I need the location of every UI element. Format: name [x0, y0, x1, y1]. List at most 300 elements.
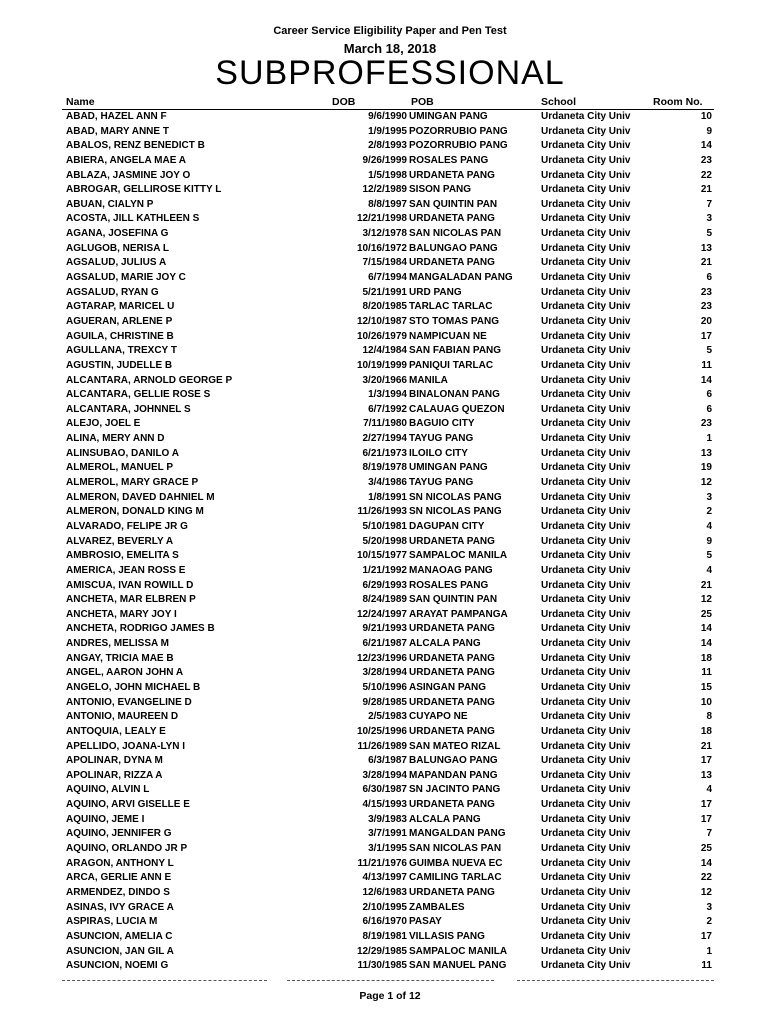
- table-row: [62, 535, 714, 550]
- cell-pob: SAN QUINTIN PAN: [409, 594, 498, 606]
- table-row: [62, 754, 714, 769]
- cell-school: Urdaneta City Univ: [541, 359, 631, 371]
- cell-pob: STO TOMAS PANG: [409, 315, 500, 327]
- page-number: Page 1 of 12: [359, 990, 421, 1002]
- cell-pob: CUYAPO NE: [409, 711, 468, 723]
- table-row: [62, 593, 714, 608]
- cell-pob: TAYUG PANG: [409, 477, 474, 489]
- cell-school: Urdaneta City Univ: [541, 681, 631, 693]
- cell-room: 17: [700, 330, 712, 342]
- cell-pob: SISON PANG: [409, 184, 472, 196]
- cell-room: 6: [706, 403, 712, 415]
- cell-pob: URDANETA PANG: [409, 535, 495, 547]
- cell-room: 14: [700, 374, 712, 386]
- cell-pob: CAMILING TARLAC: [409, 872, 502, 884]
- cell-name: ANCHETA, RODRIGO JAMES B: [66, 623, 215, 635]
- cell-name: ALCANTARA, GELLIE ROSE S: [66, 389, 211, 401]
- cell-dob: 6/3/1987: [368, 755, 407, 767]
- cell-room: 4: [706, 564, 712, 576]
- table-row: [62, 549, 714, 564]
- cell-name: ASINAS, IVY GRACE A: [66, 901, 174, 913]
- cell-pob: SAN QUINTIN PAN: [409, 198, 498, 210]
- table-row: [62, 740, 714, 755]
- cell-room: 2: [706, 506, 712, 518]
- cell-pob: URDANETA PANG: [409, 799, 495, 811]
- cell-pob: UMINGAN PANG: [409, 462, 488, 474]
- column-header-school: School: [541, 96, 577, 108]
- page-title: SUBPROFESSIONAL: [215, 54, 565, 92]
- cell-school: Urdaneta City Univ: [541, 418, 631, 430]
- cell-school: Urdaneta City Univ: [541, 886, 631, 898]
- cell-school: Urdaneta City Univ: [541, 755, 631, 767]
- cell-room: 14: [700, 140, 712, 152]
- cell-dob: 10/26/1979: [356, 330, 407, 342]
- cell-dob: 11/30/1985: [357, 960, 407, 972]
- cell-dob: 11/26/1989: [357, 740, 407, 752]
- cell-dob: 1/8/1991: [368, 491, 407, 503]
- cell-pob: MANGALDAN PANG: [409, 828, 506, 840]
- table-row: [62, 783, 714, 798]
- cell-room: 12: [700, 886, 712, 898]
- cell-dob: 12/6/1983: [362, 886, 407, 898]
- table-row: [62, 901, 714, 916]
- cell-name: ALCANTARA, ARNOLD GEORGE P: [66, 374, 233, 386]
- cell-school: Urdaneta City Univ: [541, 535, 631, 547]
- cell-pob: PASAY: [409, 916, 442, 928]
- cell-dob: 2/5/1983: [368, 711, 407, 723]
- cell-room: 5: [706, 550, 712, 562]
- table-row: [62, 359, 714, 374]
- cell-dob: 12/23/1996: [356, 652, 407, 664]
- cell-school: Urdaneta City Univ: [541, 608, 631, 620]
- cell-name: AQUINO, ALVIN L: [66, 784, 150, 796]
- cell-pob: URDANETA PANG: [409, 667, 495, 679]
- cell-pob: UMINGAN PANG: [409, 111, 488, 122]
- cell-name: APELLIDO, JOANA-LYN I: [66, 740, 186, 752]
- cell-name: AGSALUD, MARIE JOY C: [66, 272, 186, 284]
- cell-school: Urdaneta City Univ: [541, 857, 631, 869]
- cell-dob: 9/26/1999: [362, 154, 407, 166]
- cell-school: Urdaneta City Univ: [541, 374, 631, 386]
- cell-dob: 11/21/1976: [357, 857, 407, 869]
- cell-pob: ILOILO CITY: [409, 447, 468, 459]
- cell-pob: SAN FABIAN PANG: [409, 345, 502, 357]
- cell-name: AQUINO, JENNIFER G: [66, 828, 172, 840]
- cell-school: Urdaneta City Univ: [541, 111, 631, 122]
- cell-pob: URDANETA PANG: [409, 623, 495, 635]
- column-header-dob: DOB: [332, 96, 356, 108]
- table-row: [62, 139, 714, 154]
- cell-name: ANCHETA, MAR ELBREN P: [66, 594, 196, 606]
- cell-name: AGTARAP, MARICEL U: [66, 301, 175, 313]
- cell-dob: 3/28/1994: [362, 667, 407, 679]
- cell-room: 14: [700, 623, 712, 635]
- cell-name: ABAD, HAZEL ANN F: [66, 111, 167, 122]
- cell-name: AQUINO, ORLANDO JR P: [66, 843, 188, 855]
- cell-school: Urdaneta City Univ: [541, 638, 631, 650]
- footer-divider: [62, 980, 267, 981]
- cell-school: Urdaneta City Univ: [541, 960, 631, 972]
- cell-dob: 1/9/1995: [368, 125, 407, 137]
- cell-pob: TARLAC TARLAC: [409, 301, 493, 313]
- cell-name: ALINA, MERY ANN D: [66, 433, 165, 445]
- cell-pob: BALUNGAO PANG: [409, 755, 498, 767]
- cell-school: Urdaneta City Univ: [541, 740, 631, 752]
- cell-pob: SAN NICOLAS PAN: [409, 228, 502, 240]
- cell-name: ACOSTA, JILL KATHLEEN S: [66, 213, 200, 225]
- cell-room: 3: [706, 491, 712, 503]
- cell-dob: 6/7/1992: [368, 403, 407, 415]
- cell-room: 6: [706, 389, 712, 401]
- table-row: [62, 622, 714, 637]
- table-row: [62, 769, 714, 784]
- cell-name: AGSALUD, RYAN G: [66, 286, 159, 298]
- cell-dob: 1/5/1998: [368, 169, 407, 181]
- cell-dob: 9/21/1993: [362, 623, 407, 635]
- cell-school: Urdaneta City Univ: [541, 901, 631, 913]
- cell-dob: 3/7/1991: [368, 828, 407, 840]
- cell-school: Urdaneta City Univ: [541, 403, 631, 415]
- cell-dob: 8/19/1981: [362, 930, 407, 942]
- cell-name: ALVAREZ, BEVERLY A: [66, 535, 174, 547]
- cell-room: 23: [700, 286, 712, 298]
- cell-room: 8: [706, 711, 712, 723]
- table-row: [62, 242, 714, 257]
- cell-dob: 12/2/1989: [362, 184, 407, 196]
- cell-pob: URDANETA PANG: [409, 652, 495, 664]
- cell-pob: URDANETA PANG: [409, 725, 495, 737]
- cell-school: Urdaneta City Univ: [541, 828, 631, 840]
- table-row: [62, 212, 714, 227]
- cell-name: AMBROSIO, EMELITA S: [66, 550, 179, 562]
- cell-pob: NAMPICUAN NE: [409, 330, 487, 342]
- cell-dob: 6/21/1973: [362, 447, 407, 459]
- cell-pob: TAYUG PANG: [409, 433, 474, 445]
- table-row: [62, 827, 714, 842]
- cell-room: 3: [706, 213, 712, 225]
- cell-school: Urdaneta City Univ: [541, 257, 631, 269]
- cell-school: Urdaneta City Univ: [541, 491, 631, 503]
- table-row: [62, 857, 714, 872]
- table-row: [62, 256, 714, 271]
- cell-dob: 10/25/1996: [356, 725, 407, 737]
- cell-dob: 12/24/1997: [356, 608, 407, 620]
- cell-dob: 3/28/1994: [362, 769, 407, 781]
- cell-room: 17: [700, 799, 712, 811]
- cell-school: Urdaneta City Univ: [541, 272, 631, 284]
- cell-name: ABROGAR, GELLIROSE KITTY L: [66, 184, 222, 196]
- cell-school: Urdaneta City Univ: [541, 696, 631, 708]
- cell-dob: 10/19/1999: [356, 359, 407, 371]
- table-row: [62, 564, 714, 579]
- table-row: [62, 300, 714, 315]
- cell-room: 9: [706, 125, 712, 137]
- cell-room: 19: [700, 462, 712, 474]
- cell-dob: 3/12/1978: [362, 228, 407, 240]
- cell-dob: 1/3/1994: [368, 389, 407, 401]
- cell-dob: 8/24/1989: [362, 594, 407, 606]
- table-row: [62, 813, 714, 828]
- table-row: [62, 637, 714, 652]
- cell-pob: MAPANDAN PANG: [409, 769, 498, 781]
- cell-dob: 3/4/1986: [368, 477, 407, 489]
- table-row: [62, 491, 714, 506]
- table-row: [62, 403, 714, 418]
- cell-dob: 6/21/1987: [362, 638, 407, 650]
- cell-room: 22: [700, 169, 712, 181]
- cell-room: 12: [700, 477, 712, 489]
- cell-pob: ALCALA PANG: [409, 813, 481, 825]
- table-row: [62, 271, 714, 286]
- cell-room: 1: [706, 945, 712, 957]
- table-row: [62, 652, 714, 667]
- cell-name: AQUINO, ARVI GISELLE E: [66, 799, 190, 811]
- cell-school: Urdaneta City Univ: [541, 579, 631, 591]
- cell-name: ALMERON, DAVED DAHNIEL M: [66, 491, 215, 503]
- cell-pob: SAMPALOC MANILA: [409, 550, 508, 562]
- cell-name: ALMEROL, MANUEL P: [66, 462, 174, 474]
- cell-name: ABALOS, RENZ BENEDICT B: [66, 140, 205, 152]
- cell-school: Urdaneta City Univ: [541, 242, 631, 254]
- cell-school: Urdaneta City Univ: [541, 125, 631, 137]
- cell-school: Urdaneta City Univ: [541, 330, 631, 342]
- cell-room: 25: [700, 608, 712, 620]
- column-header-name: Name: [66, 96, 95, 108]
- cell-pob: GUIMBA NUEVA EC: [409, 857, 503, 869]
- footer-divider: [287, 980, 494, 981]
- cell-dob: 1/21/1992: [362, 564, 407, 576]
- cell-pob: BAGUIO CITY: [409, 418, 475, 430]
- cell-room: 13: [700, 769, 712, 781]
- table-row: [62, 725, 714, 740]
- table-row: [62, 330, 714, 345]
- cell-pob: SN JACINTO PANG: [409, 784, 501, 796]
- cell-pob: ROSALES PANG: [409, 154, 489, 166]
- table-row: [62, 696, 714, 711]
- cell-pob: MANGALADAN PANG: [409, 272, 513, 284]
- cell-dob: 6/16/1970: [362, 916, 407, 928]
- cell-pob: SAN MANUEL PANG: [409, 960, 507, 972]
- cell-school: Urdaneta City Univ: [541, 550, 631, 562]
- table-row: [62, 198, 714, 213]
- table-row: [62, 710, 714, 725]
- cell-room: 25: [700, 843, 712, 855]
- cell-school: Urdaneta City Univ: [541, 667, 631, 679]
- cell-school: Urdaneta City Univ: [541, 140, 631, 152]
- table-row: [62, 183, 714, 198]
- cell-room: 11: [701, 359, 712, 371]
- cell-name: ALMERON, DONALD KING M: [66, 506, 204, 518]
- cell-pob: CALAUAG QUEZON: [409, 403, 505, 415]
- cell-dob: 5/20/1998: [362, 535, 407, 547]
- cell-name: ANCHETA, MARY JOY I: [66, 608, 177, 620]
- table-row: [62, 930, 714, 945]
- cell-room: 14: [700, 857, 712, 869]
- table-row: [62, 432, 714, 447]
- cell-name: AGULLANA, TREXCY T: [66, 345, 177, 357]
- table-row: [62, 842, 714, 857]
- cell-name: ALINSUBAO, DANILO A: [66, 447, 179, 459]
- cell-school: Urdaneta City Univ: [541, 315, 631, 327]
- table-row: [62, 945, 714, 960]
- cell-school: Urdaneta City Univ: [541, 228, 631, 240]
- cell-pob: URDANETA PANG: [409, 886, 495, 898]
- table-row: [62, 871, 714, 886]
- cell-room: 7: [706, 828, 712, 840]
- cell-dob: 10/15/1977: [356, 550, 407, 562]
- cell-room: 7: [706, 198, 712, 210]
- cell-dob: 7/11/1980: [363, 418, 407, 430]
- cell-room: 18: [700, 652, 712, 664]
- cell-room: 14: [700, 638, 712, 650]
- cell-name: ANGAY, TRICIA MAE B: [66, 652, 174, 664]
- cell-pob: SAMPALOC MANILA: [409, 945, 508, 957]
- cell-name: ARMENDEZ, DINDO S: [66, 886, 170, 898]
- table-row: [62, 520, 714, 535]
- cell-name: ABAD, MARY ANNE T: [66, 125, 169, 137]
- cell-dob: 8/20/1985: [362, 301, 407, 313]
- cell-room: 23: [700, 301, 712, 313]
- cell-dob: 12/4/1984: [362, 345, 407, 357]
- cell-dob: 6/7/1994: [368, 272, 407, 284]
- cell-pob: MANILA: [409, 374, 448, 386]
- cell-dob: 2/27/1994: [362, 433, 407, 445]
- table-header: [62, 95, 714, 110]
- table-row: [62, 374, 714, 389]
- cell-room: 4: [706, 784, 712, 796]
- cell-school: Urdaneta City Univ: [541, 594, 631, 606]
- cell-dob: 3/1/1995: [368, 843, 407, 855]
- cell-school: Urdaneta City Univ: [541, 784, 631, 796]
- cell-dob: 12/21/1998: [356, 213, 407, 225]
- cell-name: ASPIRAS, LUCIA M: [66, 916, 158, 928]
- cell-dob: 5/10/1996: [362, 681, 407, 693]
- table-row: [62, 798, 714, 813]
- cell-pob: SAN MATEO RIZAL: [409, 740, 501, 752]
- cell-school: Urdaneta City Univ: [541, 462, 631, 474]
- cell-pob: URDANETA PANG: [409, 213, 495, 225]
- column-header-pob: POB: [411, 96, 434, 108]
- cell-room: 10: [700, 111, 712, 122]
- table-row: [62, 417, 714, 432]
- cell-pob: DAGUPAN CITY: [409, 520, 485, 532]
- cell-dob: 6/29/1993: [362, 579, 407, 591]
- cell-school: Urdaneta City Univ: [541, 843, 631, 855]
- cell-room: 11: [701, 960, 712, 972]
- cell-school: Urdaneta City Univ: [541, 389, 631, 401]
- table-row: [62, 505, 714, 520]
- table-row: [62, 476, 714, 491]
- cell-name: ABIERA, ANGELA MAE A: [66, 154, 186, 166]
- cell-room: 2: [706, 916, 712, 928]
- cell-name: AGSALUD, JULIUS A: [66, 257, 167, 269]
- cell-name: ANGEL, AARON JOHN A: [66, 667, 184, 679]
- cell-school: Urdaneta City Univ: [541, 564, 631, 576]
- cell-name: ALCANTARA, JOHNNEL S: [66, 403, 191, 415]
- cell-pob: ROSALES PANG: [409, 579, 489, 591]
- cell-room: 17: [700, 755, 712, 767]
- cell-pob: MANAOAG PANG: [409, 564, 493, 576]
- table-row: [62, 154, 714, 169]
- cell-school: Urdaneta City Univ: [541, 433, 631, 445]
- cell-pob: SN NICOLAS PANG: [409, 491, 502, 503]
- cell-room: 5: [706, 345, 712, 357]
- table-row: [62, 344, 714, 359]
- cell-room: 22: [700, 872, 712, 884]
- cell-pob: ARAYAT PAMPANGA: [409, 608, 508, 620]
- cell-school: Urdaneta City Univ: [541, 945, 631, 957]
- cell-name: AGLUGOB, NERISA L: [66, 242, 169, 254]
- cell-name: AMISCUA, IVAN ROWILL D: [66, 579, 194, 591]
- cell-school: Urdaneta City Univ: [541, 799, 631, 811]
- cell-dob: 3/9/1983: [368, 813, 407, 825]
- cell-dob: 7/15/1984: [362, 257, 407, 269]
- table-row: [62, 388, 714, 403]
- cell-name: AGANA, JOSEFINA G: [66, 228, 169, 240]
- cell-pob: SN NICOLAS PANG: [409, 506, 502, 518]
- cell-name: ARCA, GERLIE ANN E: [66, 872, 172, 884]
- cell-dob: 5/21/1991: [362, 286, 407, 298]
- cell-dob: 12/10/1987: [356, 315, 407, 327]
- cell-name: AGUSTIN, JUDELLE B: [66, 359, 173, 371]
- table-row: [62, 915, 714, 930]
- cell-name: ASUNCION, NOEMI G: [66, 960, 169, 972]
- cell-room: 9: [706, 535, 712, 547]
- cell-pob: BALUNGAO PANG: [409, 242, 498, 254]
- cell-name: ASUNCION, JAN GIL A: [66, 945, 174, 957]
- cell-school: Urdaneta City Univ: [541, 213, 631, 225]
- cell-dob: 2/10/1995: [362, 901, 407, 913]
- cell-name: ANTOQUIA, LEALY E: [66, 725, 166, 737]
- cell-school: Urdaneta City Univ: [541, 184, 631, 196]
- cell-dob: 8/19/1978: [362, 462, 407, 474]
- cell-dob: 10/16/1972: [356, 242, 407, 254]
- cell-room: 21: [700, 257, 712, 269]
- cell-room: 23: [700, 154, 712, 166]
- cell-name: ALEJO, JOEL E: [66, 418, 141, 430]
- cell-name: ALMEROL, MARY GRACE P: [66, 477, 199, 489]
- cell-room: 21: [700, 184, 712, 196]
- cell-pob: SAN NICOLAS PAN: [409, 843, 502, 855]
- table-row: [62, 315, 714, 330]
- table-row: [62, 579, 714, 594]
- table-row: [62, 461, 714, 476]
- cell-room: 17: [700, 813, 712, 825]
- cell-school: Urdaneta City Univ: [541, 872, 631, 884]
- cell-room: 15: [700, 681, 712, 693]
- table-row: [62, 227, 714, 242]
- cell-pob: URDANETA PANG: [409, 257, 495, 269]
- cell-dob: 9/6/1990: [368, 111, 407, 122]
- cell-room: 4: [706, 520, 712, 532]
- cell-name: ARAGON, ANTHONY L: [66, 857, 174, 869]
- cell-pob: ZAMBALES: [409, 901, 465, 913]
- cell-school: Urdaneta City Univ: [541, 725, 631, 737]
- cell-pob: PANIQUI TARLAC: [409, 359, 494, 371]
- cell-pob: BINALONAN PANG: [409, 389, 500, 401]
- cell-school: Urdaneta City Univ: [541, 301, 631, 313]
- cell-room: 1: [706, 433, 712, 445]
- table-row: [62, 959, 714, 974]
- table-body: [62, 110, 714, 974]
- cell-school: Urdaneta City Univ: [541, 477, 631, 489]
- table-row: [62, 886, 714, 901]
- column-header-room: Room No.: [653, 96, 703, 108]
- cell-pob: URDANETA PANG: [409, 696, 495, 708]
- cell-school: Urdaneta City Univ: [541, 769, 631, 781]
- cell-name: ANTONIO, MAUREEN D: [66, 711, 179, 723]
- cell-pob: POZORRUBIO PANG: [409, 125, 508, 137]
